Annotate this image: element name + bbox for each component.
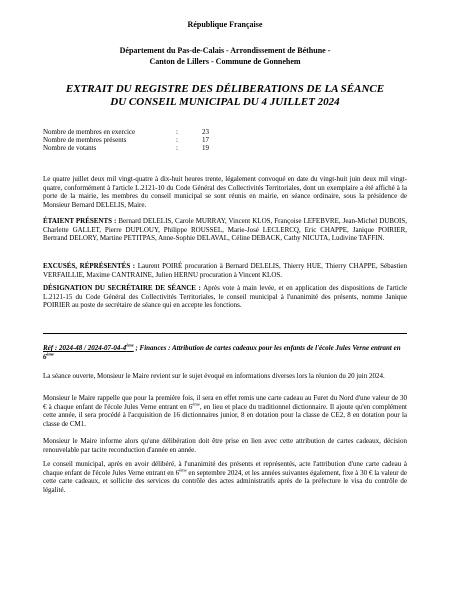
section-divider	[43, 333, 407, 334]
rappel-text-a: Monsieur le Maire rappelle que pour la première fois, il sera en effet remis une carte cadeau au Furet du Nord d'une valeur de 30 € à chaque enfant de l'école Jules Verne entrant en 6	[43, 394, 407, 411]
excuses-paragraph	[43, 262, 407, 279]
intro-paragraph: Le quatre juillet deux mil vingt-quatre à dix-huit heures trente, légalement convoqué en date du vingt-huit juin deux mil vingt-quatre, conformément à l'article L.2121-10 du Code Général des Collectivités Territoriales, dont un exemplaire a été affiché à la porte de la mairie, les membres du conseil municipal se sont réunis en mairie, en séance ordinaire, sous la présidence de Monsieur Bernard DELELIS, Maire.	[43, 175, 407, 209]
reference-label: Réf : 2024-48 / 2024-07-04-4	[43, 344, 127, 352]
stats-row	[43, 128, 222, 136]
excuses-label: EXCUSÉS, RÉPRÉSENTÉS :	[43, 262, 136, 270]
department-line-2: Canton de Lillers - Commune de Gonnehem	[149, 57, 301, 66]
rappel-sup: ème	[192, 401, 200, 407]
paragraph-decision	[43, 460, 407, 494]
excuses-text: Laurent POIRÉ procuration à Bernard DELELIS, Thierry HUE, Thierry CHAPPE, Sébastien VERFAILLIE, Maxime CANTRAINE, Julien HERNU procuration à Vincent KLOS.	[43, 262, 407, 279]
decision-text-a: Le conseil municipal, après en avoir délibéré, à l'unanimité des présents et représentés, acte l'attribution d'une carte cadeau à chaque enfant de l'école Jules Verne entrant en 6	[43, 460, 407, 477]
deliberation-reference	[43, 344, 407, 361]
rappel-text-b: , en lieu et place du traditionnel dictionnaire. Il ajoute qu'en complément cette année, il sera procédé à l'acquisition de 16 dictionnaires junior, 8 en dotation pour la classe de CE2, 8 en dotation pour la classe de CM1.	[43, 402, 407, 428]
secretaire-paragraph	[43, 284, 407, 310]
decision-text-b: en septembre 2024, et les années suivantes également, fixe à 30 € la valeur de cette carte cadeaux, et sollicite des services du contrôle des actes administratifs après de la préfecture le visa du contrôle de légalité.	[43, 468, 407, 494]
stats-value: 23	[202, 128, 209, 136]
stats-row	[43, 144, 222, 152]
paragraph-information: Monsieur le Maire informe alors qu'une délibération doit être prise en lien avec cette attribution de cartes cadeaux, décision renouvelable par tacite reconduction d'année en année.	[43, 437, 407, 454]
republic-heading: République Française	[187, 20, 263, 29]
stats-row	[43, 136, 222, 144]
stats-label: Nombre de membres présents	[43, 136, 127, 144]
secretaire-label: DÉSIGNATION DU SECRÉTAIRE DE SÉANCE :	[43, 284, 201, 292]
secretaire-text: Après vote à main levée, et en application des dispositions de l'article L.2121-15 du Code Général des Collectivités Territoriales, le conseil municipal à l'unanimité des présents, nomme Janique POIRIER au poste de secrétaire de séance qui en accepte les fonctions.	[43, 284, 408, 310]
stats-colon: :	[176, 144, 178, 152]
paragraph-seance-ouverte: La séance ouverte, Monsieur le Maire revient sur le sujet évoqué en informations diverses lors la réunion du 20 juin 2024.	[43, 372, 385, 380]
department-line-1: Département du Pas-de-Calais - Arrondissement de Béthune -	[119, 46, 331, 55]
stats-value: 19	[202, 144, 209, 152]
stats-label: Nombre de votants	[43, 144, 97, 152]
stats-label: Nombre de membres en exercice	[43, 128, 136, 136]
stats-colon: :	[176, 136, 178, 144]
presents-paragraph	[43, 217, 407, 243]
document-title	[30, 83, 420, 109]
stats-value: 17	[202, 136, 209, 144]
reference-subject: ; Finances : Attribution de cartes cadeaux pour les enfants de l'école Jules Verne entrant en 6	[43, 344, 401, 361]
title-line-2: DU CONSEIL MUNICIPAL DU 4 JUILLET 2024	[110, 96, 340, 108]
stats-colon: :	[176, 128, 178, 136]
reference-sup: ème	[126, 342, 134, 348]
title-line-1: EXTRAIT DU REGISTRE DES DÉLIBERATIONS DE LA SÉANCE	[65, 83, 385, 95]
reference-number	[43, 344, 134, 352]
presents-text: Bernard DELELIS, Carole MURRAY, Vincent KLOS, Françoise LEFEBVRE, Jean-Michel DUBOIS, Charlette GALLET, Pierre DUPLOUY, Philippe ROUSSEL, Marie-José LECLERCQ, Eric CHAPPE, Janique POIRIER, Bertrand DELORY, Martine PETITPAS, Anne-Sophie DELAVAL, Céline DEBACK, Cathy NICUTA, Ludivine TAFFIN.	[43, 217, 408, 243]
paragraph-rappel	[43, 394, 407, 428]
members-count-table	[43, 128, 222, 152]
presents-label: ÉTAIENT PRÉSENTS :	[43, 217, 117, 225]
reference-subject-sup: ème	[46, 351, 54, 357]
decision-sup: ème	[179, 467, 187, 473]
department-heading	[30, 45, 420, 67]
